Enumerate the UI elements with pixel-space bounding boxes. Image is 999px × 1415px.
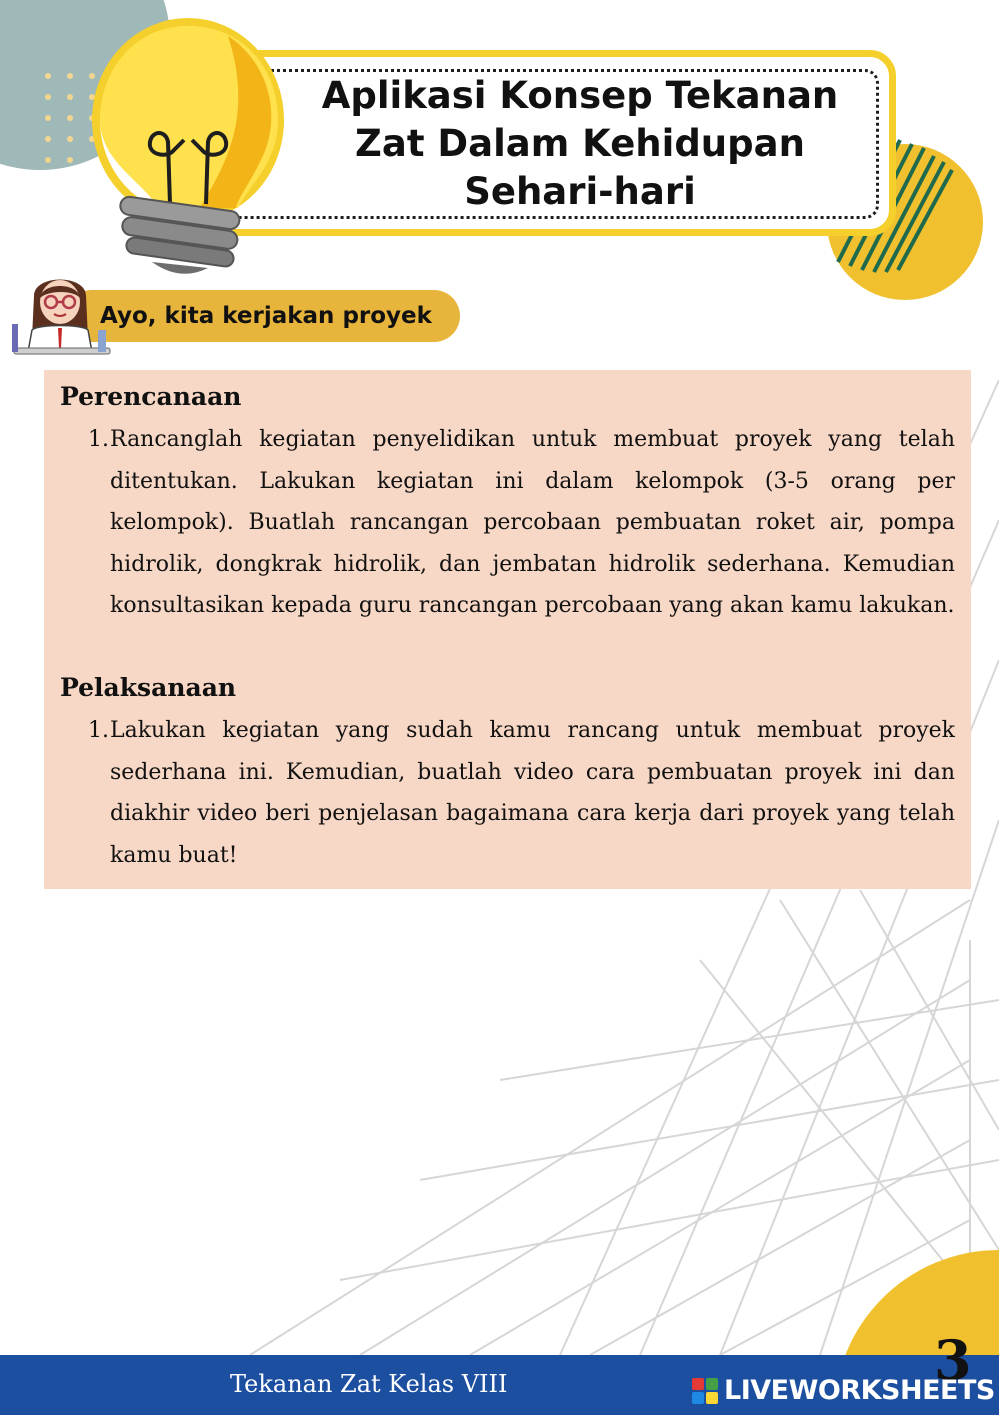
page-number: 3: [934, 1328, 972, 1392]
light-bulb-icon: [80, 12, 300, 282]
section-heading-perencanaan: Perencanaan: [60, 382, 242, 411]
title-line-3: Sehari-hari: [464, 170, 696, 213]
list-item: Lakukan kegiatan yang sudah kamu rancang untuk membuat proyek sederhana ini. Kemudian, buatlah video cara pembuatan proyek ini dan diakhir video beri penjelasan bagaimana cara kerja dari proyek yang telah kamu buat!: [110, 718, 955, 868]
liveworksheets-logo-icon: [692, 1378, 718, 1404]
item-number: 1.: [88, 718, 109, 743]
liveworksheets-watermark[interactable]: LIVEWORKSHEETS: [724, 1375, 995, 1406]
title-line-1: Aplikasi Konsep Tekanan: [321, 74, 839, 117]
page-title: [300, 72, 860, 216]
item-number: 1.: [88, 427, 109, 452]
pill-label: Ayo, kita kerjakan proyek: [100, 303, 432, 329]
title-line-2: Zat Dalam Kehidupan: [355, 122, 805, 165]
footer-text: Tekanan Zat Kelas VIII: [230, 1370, 508, 1398]
list-item: Rancanglah kegiatan penyelidikan untuk membuat proyek yang telah ditentukan. Lakukan kegiatan ini dalam kelompok (3-5 orang per kelompok). Buatlah rancangan percobaan pembuatan roket air, pompa hidrolik, dongkrak hidrolik, dan jembatan hidrolik sederhana. Kemudian konsultasikan kepada guru rancangan percobaan yang akan kamu lakukan.: [110, 427, 955, 619]
section-heading-pelaksanaan: Pelaksanaan: [60, 673, 237, 702]
teacher-illustration: [4, 268, 116, 364]
